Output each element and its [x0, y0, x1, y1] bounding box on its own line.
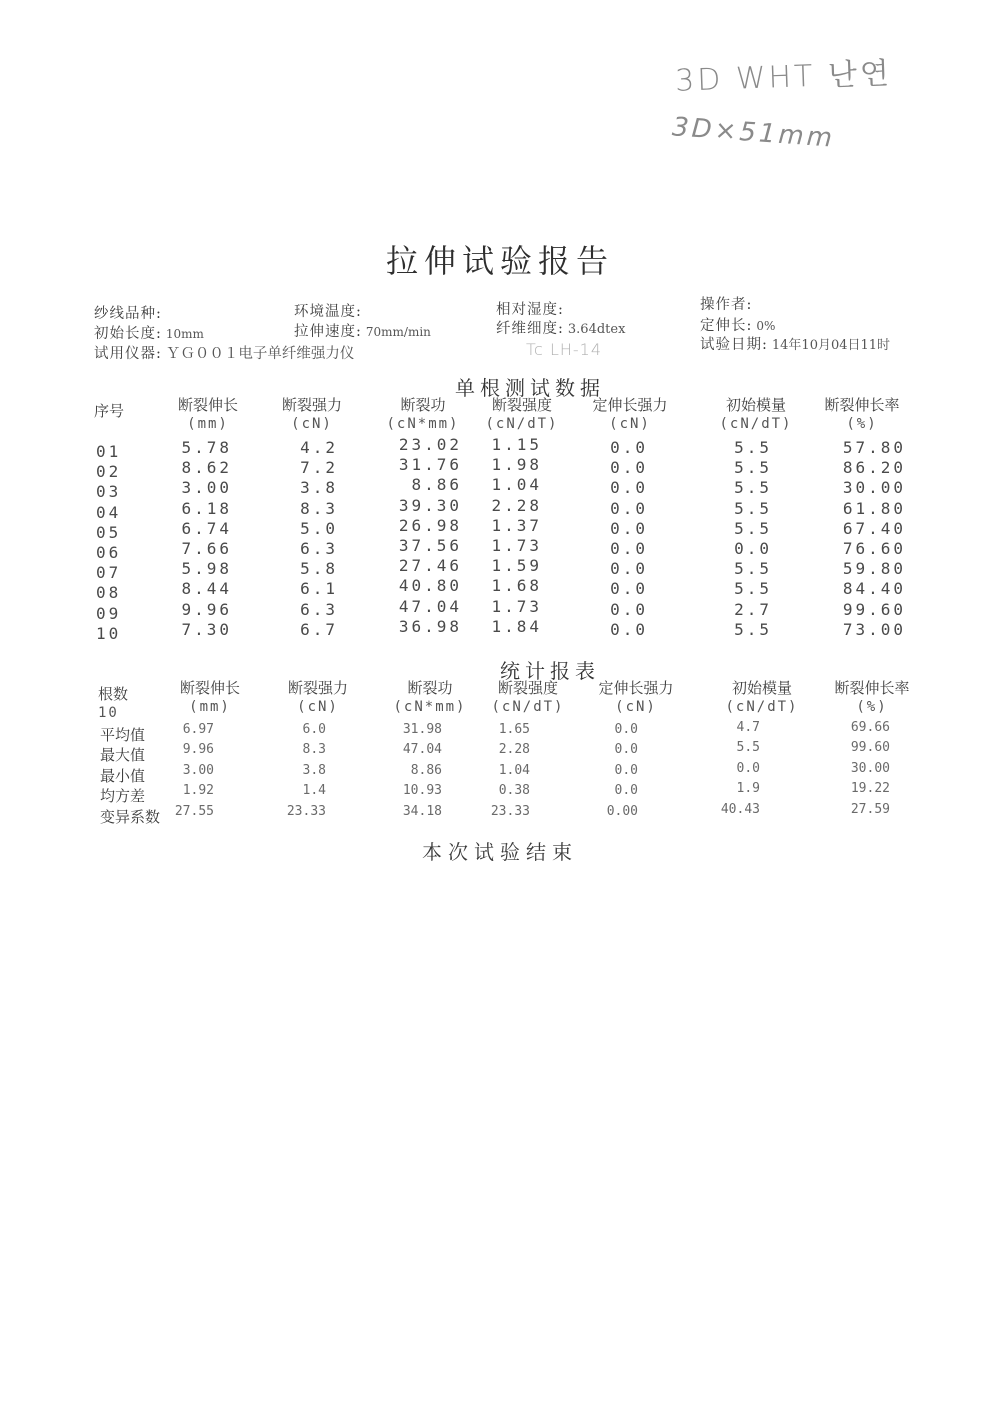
column-header-name: 断裂强度 — [491, 396, 552, 414]
meta-value: 14年10月04日11时 — [771, 338, 891, 353]
stats-row-label: 最大值 — [100, 746, 146, 765]
meta-value: 10mm — [165, 327, 204, 341]
table-cell: 27.59 — [850, 801, 890, 817]
stats-row-label: 平均值 — [100, 726, 146, 744]
table-cell: 6.74 — [181, 518, 232, 538]
table-cell: 23.33 — [490, 803, 530, 819]
meta-label: 操作者: — [700, 297, 753, 313]
column-header-unit: (%) — [846, 416, 878, 432]
column-header-name: 初始模量 — [731, 679, 792, 697]
column-header-name: 序号 — [94, 402, 125, 420]
table-cell: 1.9 — [736, 781, 760, 797]
meta-label: 初始长度: — [94, 326, 162, 342]
table-cell: 1.04 — [491, 475, 542, 495]
column-header — [580, 396, 680, 434]
table-cell: 19.22 — [850, 781, 890, 797]
table-cell: 10.93 — [402, 783, 442, 799]
table-cell: 27.55 — [174, 803, 214, 819]
table-cell: 7.30 — [181, 619, 232, 639]
handwritten-mark: Tc LH-14 — [526, 340, 603, 359]
table-cell: 5.8 — [300, 559, 338, 579]
table-cell: 8.3 — [300, 498, 338, 518]
table-cell: 5.5 — [734, 478, 772, 498]
table-cell: 0.0 — [610, 518, 648, 538]
table-cell: 76.60 — [842, 539, 906, 558]
column-header-name: 定伸长强力 — [592, 396, 668, 414]
column-header-name: 断裂功 — [400, 396, 446, 414]
table-cell: 99.60 — [850, 740, 890, 756]
table-cell: 9.96 — [182, 742, 214, 758]
table-cell: 0.0 — [610, 539, 648, 558]
table-cell: 31.98 — [402, 722, 442, 737]
single-section-title: 单根测试数据 — [455, 376, 605, 400]
table-cell: 3.00 — [182, 762, 214, 778]
column-header-unit: (cN) — [291, 416, 333, 432]
meta-value: 70mm/min — [365, 325, 431, 339]
table-cell: 2.7 — [734, 599, 772, 619]
table-cell: 0.0 — [610, 458, 648, 478]
row-index: 02 — [96, 462, 122, 482]
meta-fixed-elong — [700, 314, 775, 335]
column-header-name: 断裂强度 — [497, 679, 558, 697]
table-cell: 9.96 — [181, 599, 232, 619]
table-cell: 61.80 — [842, 498, 906, 518]
column-header — [822, 679, 922, 717]
column-header-unit: (cN) — [609, 416, 651, 432]
column-header-unit: (cN) — [615, 699, 657, 715]
table-cell: 37.56 — [398, 536, 462, 555]
table-cell: 84.40 — [842, 579, 906, 599]
table-cell: 6.7 — [300, 619, 338, 639]
meta-instrument — [94, 342, 354, 363]
column-header-unit: (mm) — [189, 699, 231, 715]
table-cell: 23.02 — [398, 435, 462, 454]
row-index: 09 — [96, 603, 122, 623]
table-cell: 30.00 — [850, 760, 890, 776]
meta-label: 试验日期: — [700, 337, 768, 353]
table-cell: 0.00 — [606, 803, 638, 819]
meta-label: 纱线品种: — [94, 306, 162, 322]
meta-init-length — [94, 322, 204, 343]
table-cell: 5.5 — [734, 438, 772, 457]
table-cell: 7.2 — [300, 458, 338, 478]
column-header-name: 断裂强力 — [281, 396, 342, 414]
table-cell: 69.66 — [850, 720, 890, 735]
meta-label: 试用仪器: — [94, 346, 162, 362]
row-index: 08 — [96, 583, 122, 603]
meta-label: 定伸长: — [700, 318, 753, 334]
meta-label: 环境温度: — [294, 304, 362, 320]
table-cell: 40.80 — [398, 576, 462, 596]
column-header-unit: (cN/dT) — [485, 416, 559, 432]
table-cell: 0.0 — [610, 438, 648, 457]
table-cell: 5.5 — [736, 740, 760, 756]
row-index: 07 — [96, 563, 122, 583]
column-header-name: 断裂伸长 — [179, 679, 240, 697]
row-index: 10 — [96, 623, 122, 643]
column-header-unit: 10 — [98, 705, 119, 721]
table-cell: 23.33 — [286, 803, 326, 819]
table-cell: 0.0 — [736, 760, 760, 776]
column-header-unit: (cN*mm) — [393, 699, 467, 715]
meta-value: 0% — [756, 319, 776, 333]
table-cell: 5.5 — [734, 458, 772, 478]
table-cell: 1.59 — [491, 556, 542, 576]
table-cell: 0.0 — [614, 742, 638, 758]
table-cell: 1.98 — [491, 455, 542, 475]
table-cell: 30.00 — [842, 478, 906, 498]
column-header — [98, 685, 148, 723]
table-cell: 0.0 — [610, 599, 648, 619]
table-cell: 39.30 — [398, 495, 462, 515]
column-header — [478, 679, 578, 717]
meta-value: 3.64dtex — [567, 322, 626, 337]
table-cell: 5.0 — [300, 518, 338, 538]
column-header-name: 断裂伸长率 — [824, 396, 900, 414]
row-index: 05 — [96, 522, 122, 542]
row-index: 03 — [96, 482, 122, 502]
column-header-name: 初始模量 — [725, 396, 786, 414]
table-cell: 5.5 — [734, 619, 772, 639]
column-header-unit: (mm) — [187, 416, 229, 432]
table-cell: 31.76 — [398, 455, 462, 475]
table-cell: 5.78 — [181, 438, 232, 457]
table-cell: 40.43 — [720, 801, 760, 817]
table-cell: 73.00 — [842, 619, 906, 639]
column-header-name: 根数 — [98, 685, 129, 703]
table-cell: 8.86 — [410, 762, 442, 778]
column-header-unit: (cN/dT) — [725, 699, 799, 715]
handwritten-note-1: 3D WHT 난연 — [674, 56, 893, 99]
table-cell: 1.68 — [491, 576, 542, 596]
table-cell: 6.97 — [182, 722, 214, 737]
meta-speed — [294, 320, 431, 341]
table-cell: 0.0 — [610, 559, 648, 579]
meta-rel-humidity — [496, 298, 568, 319]
report-title: 拉伸试验报告 — [385, 242, 614, 280]
column-header-name: 断裂功 — [407, 679, 453, 697]
table-cell: 36.98 — [398, 616, 462, 636]
column-header-name: 断裂强力 — [287, 679, 348, 697]
column-header-name: 断裂伸长 — [177, 396, 238, 414]
table-cell: 0.0 — [610, 579, 648, 599]
table-cell: 6.3 — [300, 539, 338, 558]
column-header — [472, 396, 572, 434]
column-header — [586, 679, 686, 717]
stats-row-label: 均方差 — [100, 787, 146, 806]
table-cell: 5.5 — [734, 579, 772, 599]
table-cell: 34.18 — [402, 803, 442, 819]
table-cell: 8.62 — [181, 458, 232, 478]
meta-fineness — [496, 317, 625, 338]
table-cell: 0.0 — [614, 783, 638, 799]
table-cell: 0.0 — [614, 722, 638, 737]
meta-operator — [700, 293, 756, 314]
table-cell: 3.00 — [181, 478, 232, 498]
table-cell: 6.3 — [300, 599, 338, 619]
table-cell: 1.84 — [491, 616, 542, 636]
table-cell: 67.40 — [842, 518, 906, 538]
column-header-unit: (cN*mm) — [386, 416, 460, 432]
column-header — [272, 396, 352, 434]
meta-env-temp — [294, 300, 366, 321]
table-cell: 5.5 — [734, 518, 772, 538]
table-cell: 5.98 — [181, 559, 232, 579]
stats-section-title: 统计报表 — [500, 659, 600, 683]
column-header — [378, 396, 468, 434]
table-cell: 59.80 — [842, 559, 906, 579]
row-index: 04 — [96, 502, 122, 522]
table-cell: 6.1 — [300, 579, 338, 599]
stats-row-label: 最小值 — [100, 766, 146, 785]
table-cell: 7.66 — [181, 539, 232, 558]
column-header-unit: (cN/dT) — [491, 699, 565, 715]
table-cell: 47.04 — [402, 742, 442, 758]
table-cell: 3.8 — [302, 762, 326, 778]
table-cell: 4.2 — [300, 438, 338, 457]
table-cell: 1.15 — [491, 435, 542, 454]
table-cell: 26.98 — [398, 515, 462, 535]
table-cell: 2.28 — [491, 495, 542, 515]
table-cell: 86.20 — [842, 458, 906, 478]
column-header-unit: (cN) — [297, 699, 339, 715]
table-cell: 5.5 — [734, 498, 772, 518]
meta-label: 拉伸速度: — [294, 324, 362, 340]
table-cell: 27.46 — [398, 556, 462, 576]
table-cell: 8.3 — [302, 742, 326, 758]
table-cell: 1.92 — [182, 783, 214, 799]
table-cell: 0.38 — [498, 783, 530, 799]
table-cell: 1.37 — [491, 515, 542, 535]
column-header — [712, 679, 812, 717]
stats-row-label: 变异系数 — [100, 807, 161, 826]
table-cell: 0.0 — [610, 498, 648, 518]
table-cell: 0.0 — [614, 762, 638, 778]
meta-yarn-type — [94, 302, 166, 323]
table-cell: 1.4 — [302, 783, 326, 799]
column-header — [94, 402, 134, 421]
table-cell: 57.80 — [842, 438, 906, 457]
meta-value: ＹＧ００１电子单纤维强力仪 — [165, 346, 355, 362]
table-cell: 0.0 — [610, 478, 648, 498]
table-cell: 47.04 — [398, 596, 462, 616]
column-header — [168, 396, 248, 434]
meta-date — [700, 333, 890, 354]
column-header-unit: (cN/dT) — [719, 416, 793, 432]
column-header — [382, 679, 478, 717]
table-cell: 1.73 — [491, 596, 542, 616]
row-index: 01 — [96, 442, 122, 461]
meta-label: 相对湿度: — [496, 302, 564, 318]
table-cell: 8.86 — [411, 475, 462, 495]
table-cell: 8.44 — [181, 579, 232, 599]
column-header — [170, 679, 250, 717]
column-header — [278, 679, 358, 717]
handwritten-note-2: 3D×51mm — [671, 112, 836, 154]
report-ending: 本次试验结束 — [422, 840, 578, 864]
table-cell: 1.65 — [498, 722, 530, 737]
meta-label: 纤维细度: — [496, 321, 564, 337]
table-cell: 6.0 — [302, 722, 326, 737]
column-header-name: 断裂伸长率 — [834, 679, 910, 697]
table-cell: 2.28 — [498, 742, 530, 758]
column-header-unit: (%) — [856, 699, 888, 715]
row-index: 06 — [96, 543, 122, 562]
table-cell: 0.0 — [734, 539, 772, 558]
table-cell: 4.7 — [736, 720, 760, 735]
table-cell: 6.18 — [181, 498, 232, 518]
column-header — [812, 396, 912, 434]
table-cell: 3.8 — [300, 478, 338, 498]
column-header — [706, 396, 806, 434]
table-cell: 0.0 — [610, 619, 648, 639]
column-header-name: 定伸长强力 — [598, 679, 674, 697]
table-cell: 5.5 — [734, 559, 772, 579]
table-cell: 1.73 — [491, 536, 542, 555]
table-cell: 1.04 — [498, 762, 530, 778]
table-cell: 99.60 — [842, 599, 906, 619]
